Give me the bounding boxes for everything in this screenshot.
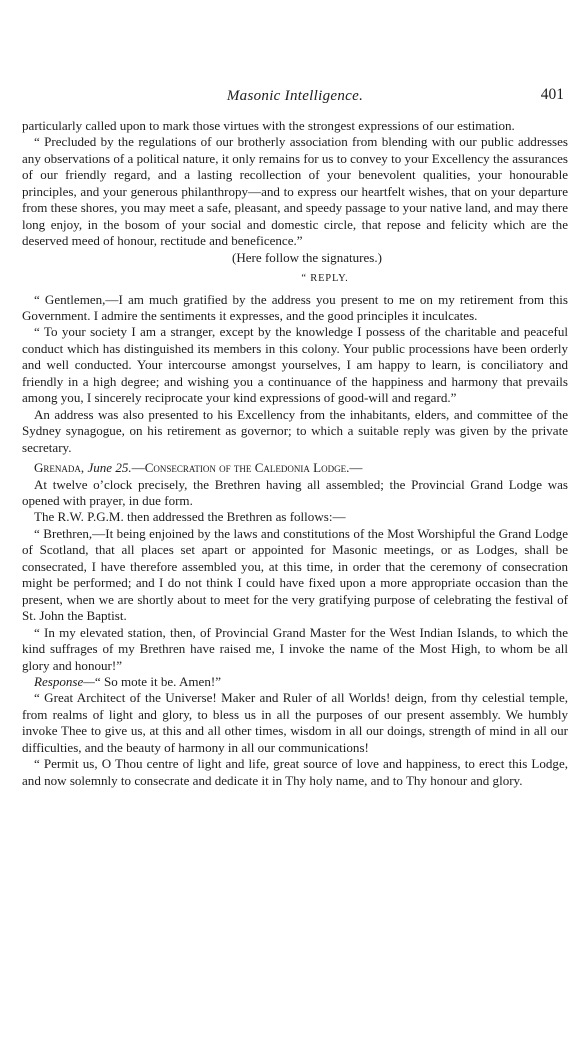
response-text: “ So mote it be. Amen!” — [94, 673, 221, 689]
paragraph-10: “ In my elevated station, then, of Provincial Grand Master for the West Indian Islands, to which the kind suffrages of my Brethren have raised me, I invoke the name of the Most High, to whom be all glory and honour!” — [22, 624, 568, 673]
paragraph-11 — [22, 674, 568, 690]
paragraph-2: “ Precluded by the regulations of our brotherly association from blending with our public addresses any observations of a political nature, it only remains for us to convey to your Excellency the assurances of our friendly regard, and a lasting recollection of your benevolent qualities, your honourable principles, and your generous philanthropy—and to express our heartfelt wishes, that on your departure from these shores, you may meet a safe, pleasant, and speedy passage to your native land, and may there long enjoy, in the bosom of your social and domestic circle, that repose and felicity which are the deserved meed of honour, rectitude and beneficence.” — [22, 134, 568, 249]
document-page — [22, 88, 568, 789]
paragraph-7: At twelve o’clock precisely, the Brethren having all assembled; the Provincial Grand Lodge was opened with prayer, in due form. — [22, 476, 568, 508]
paragraph-12: “ Great Architect of the Universe! Maker and Ruler of all Worlds! deign, from thy celestial temple, from realms of light and glory, to bless us in all the purposes of our present assembly. We humbly invoke Thee to give us, at this and all other times, wisdom in all our doings, strength of mind in all our difficulties, and the beauty of harmony in all our communications! — [22, 690, 568, 755]
paragraph-1: particularly called upon to mark those virtues with the strongest expressions of our estimation. — [22, 118, 515, 133]
paragraph-9: “ Brethren,—It being enjoined by the laws and constitutions of the Most Worshipful the Grand Lodge of Scotland, that all places set apart or appointed for Masonic meetings, or as Lodges, shall be consecrated, I have therefore assembled you, at this time, in order that the ceremony of consecration might be performed; and I do not think I could have fixed upon a more appropriate occasion than the present, when we are shortly about to meet for the very gratifying purpose of celebrating the festival of St. John the Baptist. — [22, 525, 568, 624]
running-header — [22, 88, 568, 118]
paragraph-6-heading — [22, 460, 568, 476]
response-label: Response— — [34, 673, 95, 689]
paragraph-8: The R.W. P.G.M. then addressed the Brethren as follows:— — [34, 509, 346, 525]
paragraph-3: “ Gentlemen,—I am much gratified by the address you present to me on my retirement from this Government. I admire the sentiments it expresses, and the good principles it inculcates. — [22, 291, 568, 323]
date-text: June 25. — [87, 460, 132, 476]
page-number: 401 — [540, 86, 564, 103]
signatures-note: (Here follow the signatures.) — [232, 249, 382, 265]
paragraph-13: “ Permit us, O Thou centre of light and life, great source of love and happiness, to erect this Lodge, and now solemnly to consecrate and dedicate it in Thy holy name, and to Thy honour and glory. — [22, 756, 568, 788]
reply-heading: “ REPLY. — [301, 273, 349, 285]
section-title: —Consecration of the Caledonia Lodge.— — [131, 460, 363, 476]
paragraph-4: “ To your society I am a stranger, except by the knowledge I possess of the charitable and peaceful conduct which has distinguished its members in this colony. Your public processions have been orderly and well conducted. Your intercourse amongst yourselves, I am happy to learn, is conciliatory and friendly in a high degree; and wishing you a continuance of the happiness and harmony that prevails among you, I sincerely reciprocate your kind expressions of good-will and regard.” — [22, 324, 568, 406]
running-title: Masonic Intelligence. — [226, 88, 364, 104]
place-name: Grenada, — [34, 460, 85, 476]
paragraph-5: An address was also presented to his Excellency from the inhabitants, elders, and committee of the Sydney synagogue, on his retirement as governor; to which a suitable reply was given by the private secretary. — [22, 406, 568, 455]
